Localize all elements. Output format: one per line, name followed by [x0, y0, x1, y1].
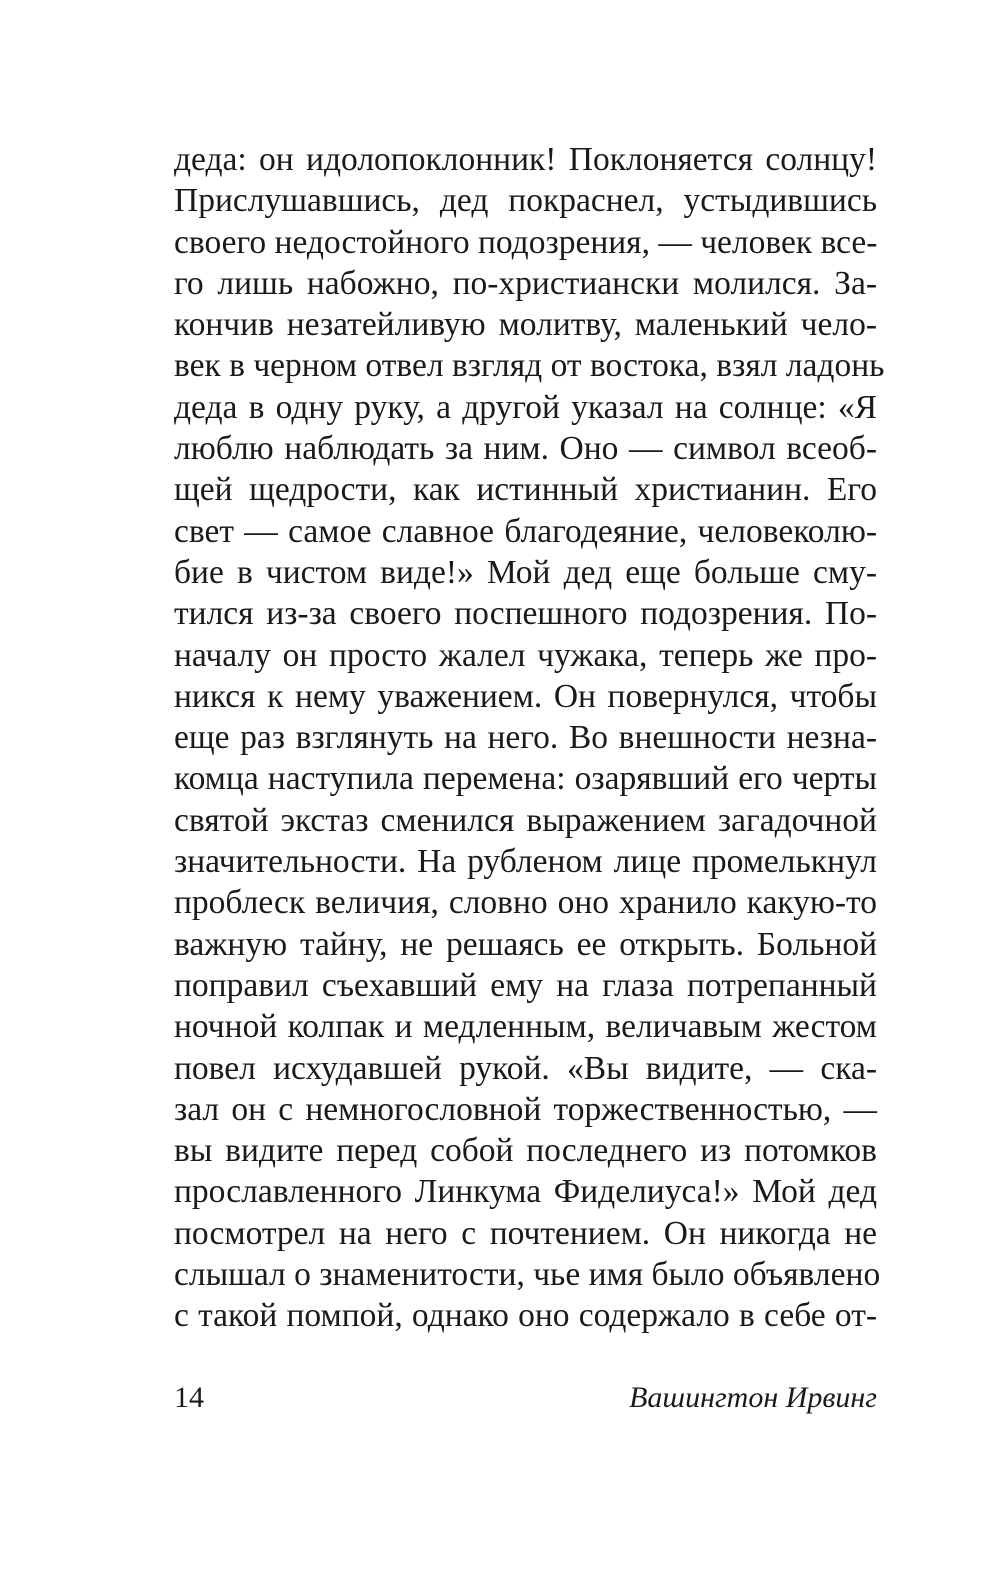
text-line: свет — самое славное благодеяние, человеколю-	[174, 512, 877, 550]
text-line: значительности. На рубленом лице промелькнул	[174, 843, 877, 881]
page-number: 14	[174, 1381, 204, 1414]
text-line: щей щедрости, как истинный христианин. Его	[174, 471, 877, 509]
text-line: никся к нему уважением. Он повернулся, чтобы	[174, 677, 877, 715]
text-line: святой экстаз сменился выражением загадочной	[174, 801, 877, 839]
text-line: деда в одну руку, а другой указал на солнце: «Я	[174, 388, 877, 426]
text-line: зал он с немногословной торжественностью, —	[174, 1090, 877, 1128]
text-line: Прислушавшись, дед покраснел, устыдившись	[174, 182, 877, 220]
text-line: век в черном отвел взгляд от востока, взял ладонь	[174, 347, 885, 385]
page-body-text	[174, 139, 885, 1337]
text-line: тился из-за своего поспешного подозрения. По-	[174, 595, 877, 633]
text-line: началу он просто жалел чужака, теперь же про-	[174, 636, 877, 674]
text-line: вы видите перед собой последнего из потомков	[174, 1132, 877, 1170]
text-line: проблеск величия, словно оно хранило какую-то	[174, 884, 877, 922]
text-line: комца наступила перемена: озарявший его черты	[174, 760, 877, 798]
text-line: го лишь набожно, по-христиански молился. За-	[174, 264, 877, 302]
text-line: повел исхудавшей рукой. «Вы видите, — ска-	[174, 1049, 877, 1087]
text-line: люблю наблюдать за ним. Оно — символ всеоб-	[174, 430, 877, 468]
text-line: важную тайну, не решаясь ее открыть. Больной	[174, 925, 877, 963]
text-line: своего недостойного подозрения, — человек все-	[174, 223, 878, 261]
text-line: еще раз взглянуть на него. Во внешности незна-	[174, 719, 877, 757]
page-footer	[174, 1378, 877, 1418]
text-line: прославленного Линкума Фиделиуса!» Мой дед	[174, 1173, 877, 1211]
text-line: бие в чистом виде!» Мой дед еще больше сму-	[174, 553, 877, 591]
text-line: ночной колпак и медленным, величавым жестом	[174, 1008, 877, 1046]
text-line: с такой помпой, однако оно содержало в себе от-	[174, 1297, 877, 1335]
running-head-author: Вашингтон Ирвинг	[629, 1381, 877, 1414]
text-line: посмотрел на него с почтением. Он никогда не	[174, 1214, 877, 1252]
text-line: деда: он идолопоклонник! Поклоняется солнцу!	[174, 141, 877, 178]
text-line: кончив незатейливую молитву, маленький чело-	[174, 306, 877, 344]
text-line: слышал о знаменитости, чье имя было объявлено	[174, 1256, 881, 1294]
text-line: поправил съехавший ему на глаза потрепанный	[174, 966, 877, 1004]
